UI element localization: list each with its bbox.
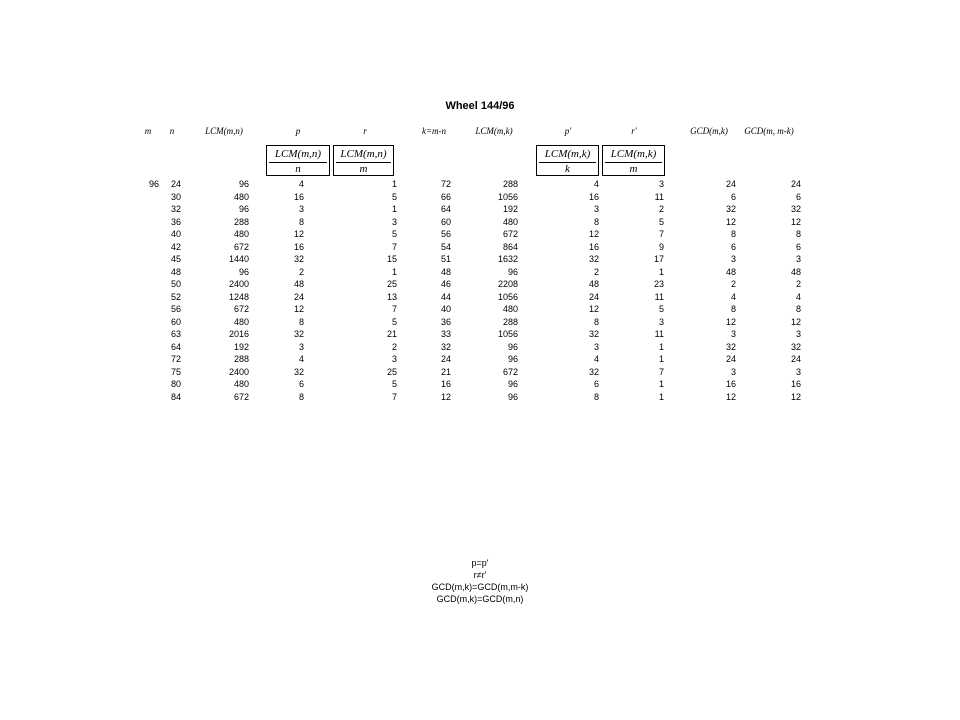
cell-lcm-mk: 192 (502, 204, 518, 214)
cell-lcm-mn: 2400 (228, 279, 249, 289)
table-title: Wheel 144/96 (445, 100, 515, 112)
cell-p-prime: 16 (588, 191, 599, 202)
cell-lcm-mk: 2208 (497, 279, 518, 289)
cell-lcm-mk: 1056 (497, 329, 518, 339)
formula-box-r-prime (602, 145, 665, 176)
cell-lcm-mk: 864 (502, 241, 518, 252)
cell-gcd-mk: 12 (725, 391, 736, 402)
cell-r: 25 (386, 366, 397, 377)
cell-p: 32 (293, 254, 304, 264)
cell-gcd-m-mk: 24 (790, 354, 801, 364)
cell-gcd-mk: 4 (730, 291, 736, 302)
cell-r-prime: 1 (658, 266, 664, 277)
cell-p: 16 (293, 241, 304, 252)
cell-r: 5 (391, 191, 397, 202)
cell-lcm-mk: 96 (507, 379, 518, 389)
col-header-lcm-mk: LCM(m,k) (475, 126, 513, 136)
cell-p-prime: 12 (588, 229, 599, 239)
cell-n: 63 (170, 329, 181, 339)
col-header-p: p (295, 126, 301, 136)
cell-p-prime: 8 (593, 216, 599, 227)
cell-gcd-mk: 12 (725, 216, 736, 227)
cell-lcm-mk: 480 (502, 216, 518, 227)
cell-n: 56 (170, 304, 181, 314)
cell-k: 48 (440, 266, 451, 277)
cell-r: 15 (386, 254, 397, 264)
cell-lcm-mn: 480 (233, 316, 249, 327)
cell-gcd-m-mk: 2 (795, 279, 801, 289)
cell-p: 48 (293, 279, 304, 289)
cell-p-prime: 32 (588, 329, 599, 339)
cell-lcm-mn: 2016 (228, 329, 249, 339)
cell-r-prime: 3 (658, 179, 664, 189)
cell-p-prime: 4 (593, 179, 599, 189)
cell-p: 32 (293, 366, 304, 377)
cell-gcd-m-mk: 48 (790, 266, 801, 277)
cell-k: 33 (440, 329, 451, 339)
cell-gcd-mk: 24 (725, 179, 736, 189)
cell-r: 5 (391, 316, 397, 327)
cell-r-prime: 11 (654, 291, 664, 302)
col-header-p-prime: p' (564, 126, 572, 136)
col-header-r-prime: r' (631, 126, 637, 136)
cell-p: 4 (298, 354, 304, 364)
formula-denominator: k (565, 163, 570, 175)
cell-lcm-mk: 96 (507, 391, 518, 402)
cell-p: 8 (298, 216, 304, 227)
cell-k: 66 (440, 191, 451, 202)
cell-lcm-mn: 480 (233, 191, 249, 202)
formula-denominator: m (629, 163, 638, 175)
cell-gcd-m-mk: 24 (790, 179, 801, 189)
cell-k: 36 (440, 316, 451, 327)
formula-numerator: LCM(m,k) (610, 148, 657, 160)
cell-m: 96 (148, 179, 159, 189)
cell-k: 32 (440, 341, 451, 352)
cell-r-prime: 5 (658, 304, 664, 314)
col-header-k: k=m-n (421, 126, 447, 136)
cell-lcm-mk: 96 (507, 354, 518, 364)
cell-r-prime: 7 (658, 229, 664, 239)
note-line: p=p' (471, 558, 489, 568)
cell-lcm-mk: 288 (502, 179, 518, 189)
cell-p-prime: 3 (593, 341, 599, 352)
cell-lcm-mk: 96 (507, 266, 518, 277)
cell-gcd-m-mk: 12 (790, 216, 801, 227)
formula-numerator: LCM(m,n) (274, 148, 322, 160)
cell-p: 2 (298, 266, 304, 277)
cell-gcd-m-mk: 12 (790, 316, 801, 327)
cell-p: 3 (298, 204, 304, 214)
cell-k: 56 (440, 229, 451, 239)
cell-n: 50 (170, 279, 181, 289)
cell-r: 1 (391, 204, 397, 214)
cell-k: 40 (440, 304, 451, 314)
cell-p: 12 (293, 304, 304, 314)
cell-lcm-mn: 480 (233, 229, 249, 239)
cell-p-prime: 48 (588, 279, 599, 289)
cell-p: 6 (298, 379, 304, 389)
cell-k: 72 (440, 179, 451, 189)
cell-p-prime: 8 (593, 391, 599, 402)
cell-gcd-m-mk: 3 (795, 329, 801, 339)
cell-lcm-mn: 192 (233, 341, 249, 352)
cell-gcd-m-mk: 12 (790, 391, 801, 402)
cell-gcd-m-mk: 8 (795, 229, 801, 239)
cell-p-prime: 24 (588, 291, 599, 302)
notes-block (0, 557, 960, 605)
cell-n: 72 (170, 354, 181, 364)
cell-r-prime: 23 (653, 279, 664, 289)
cell-lcm-mn: 2400 (228, 366, 249, 377)
cell-r: 7 (391, 304, 397, 314)
cell-r-prime: 9 (658, 241, 664, 252)
cell-n: 75 (170, 366, 181, 377)
cell-r-prime: 2 (658, 204, 664, 214)
cell-lcm-mk: 96 (507, 341, 518, 352)
cell-p: 3 (298, 341, 304, 352)
cell-n: 80 (170, 379, 181, 389)
cell-lcm-mn: 96 (238, 204, 249, 214)
cell-gcd-m-mk: 32 (790, 204, 801, 214)
cell-lcm-mk: 1632 (497, 254, 518, 264)
formula-box-p (266, 145, 330, 176)
cell-r-prime: 11 (654, 191, 664, 202)
note-line: GCD(m,k)=GCD(m,m-k) (431, 582, 529, 592)
cell-r: 7 (391, 391, 397, 402)
cell-gcd-mk: 8 (730, 304, 736, 314)
col-header-lcm-mn: LCM(m,n) (205, 126, 243, 136)
cell-p-prime: 32 (588, 366, 599, 377)
cell-k: 44 (440, 291, 451, 302)
cell-gcd-mk: 32 (725, 204, 736, 214)
cell-r-prime: 17 (653, 254, 664, 264)
cell-gcd-m-mk: 4 (795, 291, 801, 302)
formula-denominator: n (295, 163, 301, 175)
cell-lcm-mk: 672 (502, 229, 518, 239)
cell-r: 1 (391, 266, 397, 277)
cell-lcm-mk: 1056 (497, 291, 518, 302)
cell-r-prime: 1 (658, 354, 664, 364)
cell-gcd-mk: 6 (730, 241, 736, 252)
cell-n: 30 (170, 191, 181, 202)
cell-n: 64 (170, 341, 181, 352)
cell-k: 60 (440, 216, 451, 227)
cell-p-prime: 6 (593, 379, 599, 389)
cell-gcd-mk: 24 (725, 354, 736, 364)
cell-gcd-m-mk: 6 (795, 191, 801, 202)
cell-p-prime: 32 (588, 254, 599, 264)
cell-r-prime: 7 (658, 366, 664, 377)
cell-lcm-mn: 480 (233, 379, 249, 389)
cell-lcm-mn: 96 (238, 266, 249, 277)
cell-lcm-mk: 480 (502, 304, 518, 314)
cell-lcm-mk: 1056 (497, 191, 518, 202)
cell-n: 24 (170, 179, 181, 189)
cell-p-prime: 16 (588, 241, 599, 252)
cell-p: 32 (293, 329, 304, 339)
cell-gcd-mk: 3 (730, 329, 736, 339)
cell-p-prime: 8 (593, 316, 599, 327)
cell-lcm-mn: 288 (233, 354, 249, 364)
cell-lcm-mn: 672 (233, 241, 249, 252)
cell-r-prime: 5 (658, 216, 664, 227)
note-line: r≠r' (473, 570, 487, 580)
cell-n: 40 (170, 229, 181, 239)
cell-gcd-mk: 16 (725, 379, 736, 389)
cell-p: 12 (293, 229, 304, 239)
col-header-r: r (363, 126, 367, 136)
cell-r: 25 (386, 279, 397, 289)
cell-gcd-mk: 2 (730, 279, 736, 289)
cell-lcm-mk: 288 (502, 316, 518, 327)
cell-n: 48 (170, 266, 181, 277)
cell-gcd-mk: 6 (730, 191, 736, 202)
cell-r: 2 (391, 341, 397, 352)
cell-p-prime: 3 (593, 204, 599, 214)
col-header-gcd-m-mk: GCD(m, m-k) (744, 126, 794, 136)
cell-p: 4 (298, 179, 304, 189)
col-header-m: m (144, 126, 152, 136)
cell-p-prime: 4 (593, 354, 599, 364)
cell-n: 60 (170, 316, 181, 327)
cell-r: 13 (386, 291, 397, 302)
cell-p: 8 (298, 391, 304, 402)
cell-gcd-mk: 8 (730, 229, 736, 239)
cell-p-prime: 12 (588, 304, 599, 314)
cell-k: 21 (440, 366, 451, 377)
cell-k: 51 (440, 254, 451, 264)
formula-denominator: m (359, 163, 368, 175)
cell-gcd-m-mk: 16 (790, 379, 801, 389)
cell-n: 36 (170, 216, 181, 227)
cell-gcd-mk: 32 (725, 341, 736, 352)
cell-gcd-m-mk: 3 (795, 254, 801, 264)
col-header-n: n (169, 126, 175, 136)
cell-n: 52 (170, 291, 181, 302)
cell-lcm-mn: 96 (238, 179, 249, 189)
cell-n: 84 (170, 391, 181, 402)
note-line: GCD(m,k)=GCD(m,n) (436, 594, 524, 604)
cell-lcm-mn: 672 (233, 304, 249, 314)
cell-n: 32 (170, 204, 181, 214)
cell-lcm-mn: 1248 (228, 291, 249, 302)
formula-numerator: LCM(m,k) (544, 148, 591, 160)
cell-r-prime: 1 (658, 391, 664, 402)
cell-lcm-mn: 288 (233, 216, 249, 227)
cell-r: 1 (391, 179, 397, 189)
cell-lcm-mn: 1440 (228, 254, 249, 264)
cell-r: 5 (391, 379, 397, 389)
cell-gcd-m-mk: 3 (795, 366, 801, 377)
cell-gcd-mk: 3 (730, 254, 736, 264)
cell-gcd-mk: 3 (730, 366, 736, 377)
cell-r-prime: 3 (658, 316, 664, 327)
cell-r-prime: 1 (658, 341, 664, 352)
cell-gcd-m-mk: 32 (790, 341, 801, 352)
cell-r: 7 (391, 241, 397, 252)
cell-p: 16 (293, 191, 304, 202)
cell-k: 46 (440, 279, 451, 289)
col-header-gcd-mk: GCD(m,k) (690, 126, 728, 136)
cell-p: 8 (298, 316, 304, 327)
cell-k: 16 (440, 379, 451, 389)
formula-box-p-prime (536, 145, 599, 176)
cell-gcd-m-mk: 8 (795, 304, 801, 314)
cell-r-prime: 11 (654, 329, 664, 339)
cell-r: 21 (386, 329, 397, 339)
cell-r-prime: 1 (658, 379, 664, 389)
cell-k: 24 (440, 354, 451, 364)
cell-r: 3 (391, 354, 397, 364)
cell-k: 64 (440, 204, 451, 214)
formula-numerator: LCM(m,n) (340, 148, 387, 160)
cell-k: 12 (440, 391, 451, 402)
cell-lcm-mk: 672 (502, 366, 518, 377)
cell-p: 24 (293, 291, 304, 302)
cell-n: 45 (170, 254, 181, 264)
cell-n: 42 (170, 241, 181, 252)
cell-k: 54 (440, 241, 451, 252)
cell-gcd-mk: 12 (725, 316, 736, 327)
cell-p-prime: 2 (593, 266, 599, 277)
cell-r: 3 (391, 216, 397, 227)
cell-lcm-mn: 672 (233, 391, 249, 402)
cell-gcd-m-mk: 6 (795, 241, 801, 252)
cell-r: 5 (391, 229, 397, 239)
cell-gcd-mk: 48 (725, 266, 736, 277)
formula-box-r (333, 145, 394, 176)
